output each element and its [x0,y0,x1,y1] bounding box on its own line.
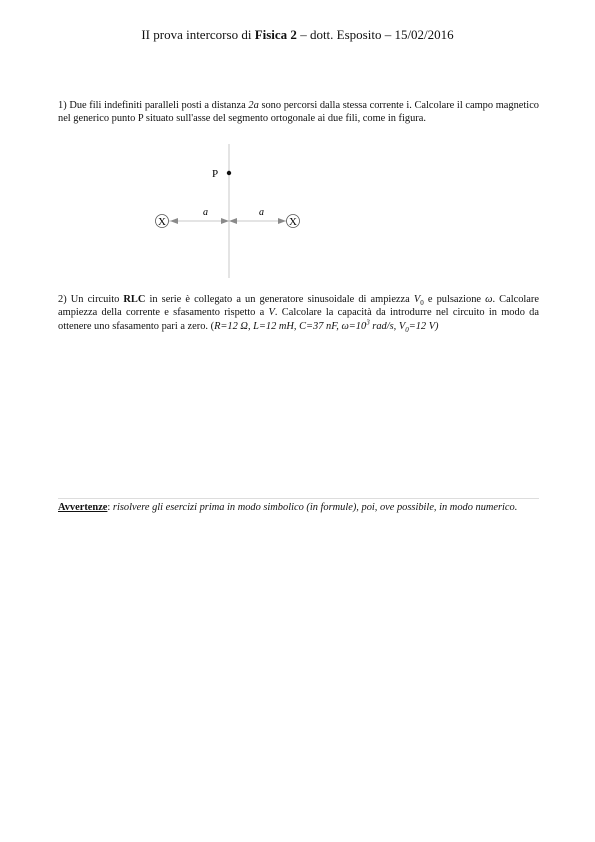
warning-label: Avvertenze [58,502,108,513]
q2-units: rad/s, V [369,320,406,332]
wire-left-symbol: X [158,216,166,228]
wire-right-symbol: X [289,216,297,228]
distance-right-label: a [259,207,264,218]
question-1 [58,99,539,126]
q1-rest: sono percorsi dalla stessa corrente i. Calcolare il campo magnetico nel generico punto P situato sull'asse del segmento ortogonale ai due fili, come in figura. [58,100,540,125]
q2-units-end: =12 V) [408,320,439,332]
warning-sep: : [107,502,113,513]
q2-t2: in serie è collegato a un generatore sinusoidale di ampiezza [145,294,414,305]
arrow-mid-left-icon [221,218,229,224]
arrow-mid-right-icon [229,218,237,224]
q2-t1: 2) Un circuito [58,294,124,305]
point-p-label: P [212,168,219,180]
arrow-left-icon [170,218,178,224]
q1-distance: 2a [248,100,259,111]
q2-t5: . Calcolare la capacità da introdurre nel circuito in modo da ottenere uno sfasamento pari a zero. ( [58,307,539,332]
q1-lead: 1) Due fili indefiniti paralleli posti a distanza [58,100,249,111]
title-suffix: – dott. Esposito – 15/02/2016 [296,27,454,42]
q2-rlc: RLC [123,294,146,305]
warning-note [58,498,539,514]
warning-text: risolvere gli esercizi prima in modo simbolico (in formule), poi, ove possibile, in modo numerico. [112,502,518,513]
q2-t4: . Calcolare ampiezza della corrente e sfasamento rispetto a [58,294,539,319]
distance-left-label: a [203,207,208,218]
q2-v: V [268,307,275,319]
q2-params: R=12 Ω, L=12 mH, C=37 nF, ω=10 [214,320,367,332]
q2-units-sub: 0 [405,325,409,334]
question-2 [58,293,539,333]
arrow-right-icon [278,218,286,224]
point-p-dot [227,171,231,175]
page-title [0,27,595,43]
q2-v0: V [413,294,421,305]
q2-omega: ω [485,294,493,305]
title-prefix: II prova intercorso di [141,27,255,42]
wires-figure [140,140,320,282]
title-course: Fisica 2 [254,27,297,42]
q2-v0-sub: 0 [420,299,424,308]
q2-t3: e pulsazione [423,294,486,305]
q2-exp: 3 [366,318,370,327]
